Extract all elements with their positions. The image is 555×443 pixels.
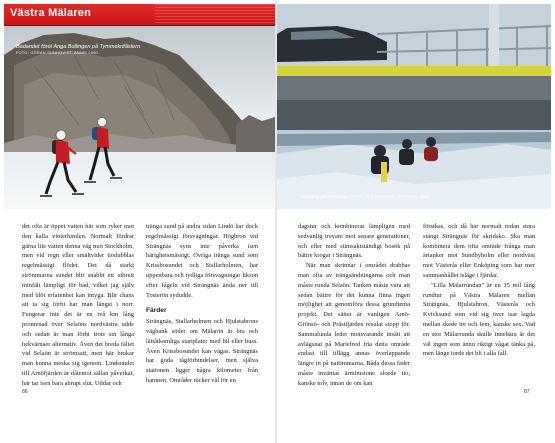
skater-figure-left (40, 130, 84, 196)
body-paragraph: dagstur och kombineras lämpligen med sedvanlig trevare mot senare generationer, och eller med stimsaktständigt bosök på bättre krogar i Strängnäs. (298, 223, 410, 260)
left-page-photo (4, 4, 275, 209)
body-paragraph: Strängnäs, Stallarholmen och Hjulstabrons vägbank söder om Mälarön är bra och lättåtkomliga startplater med bil eller buss. Även Krissbosundet kan vägas. Strängnäs har goda tågförbindelser, men själva stationen ligger några kilometer från hamnen. Områder räcker väl för en (146, 318, 258, 384)
body-paragraph: tränga sund på andra sidan Lindö har dock regelmässigt försvagningar. Högbron vid Strängnäs syns inte påverka isen härighetsmässigt. Övriga tränga sund som Krissbosundet och Stallarholmen, har uppenbara och tydliga försvagningar likson efter fågeln vid Strängnäs ända ner till Tosterön syduddе. (146, 223, 258, 299)
body-paragraph: "Lilla Mälarrundan" är en 15 mil lång rundtur på Västra Mälaren mellan Strängnäs, Hjulstabron, Västerås och Kvicksund som vid sig över isar lagda mellan skede tre och fem, kanske sex. Vad en stor Mälarrunda skulle innebära är det väl ingen som ännu riktigt vågat tänka på, men länge torde det bli i alla fall. (423, 281, 535, 358)
body-paragraph: När man skrinnar i området drabbas man ofta av trängsändningarna och man måste runda Selaön. Tanken måste vara att sedan bättre för det kunna finna ingen möjlighet att genomföra dessa grundtema projekt. Det sättet är vanligen Arnö-Grönsö- och Prästfjärden resulat stopp för. Sammalunda leder motsvarande insätt att avlägsnat på Mariefred fria detta område endast till tillägg annas överlappande längre in på nattimmarna. Båda dessa fäder måste inväntas ärmimstone sloede tio, kanske tolv, innan de om kan (298, 262, 410, 387)
right-page-column-1 (298, 222, 410, 389)
right-page-column-2 (423, 222, 535, 359)
page-number-right: 87 (524, 389, 530, 395)
photo-caption-right: Isplåtning på Strängnäs, FOTO: OLE MAGNUS JENSSEN, 2007 (300, 194, 430, 199)
subheading-farder: Färder (146, 307, 167, 315)
section-title: Västra Mälaren (10, 7, 92, 19)
bridge-scene (277, 4, 551, 209)
page-number-left: 86 (22, 389, 28, 395)
body-paragraph: det ofta är öppet vatten här som ryker mot den kalla vinterhimlen. Normalt fördrar gärna lite vatten denna väg mot Stockholm, men vid regn eller smältvider tiodubblas regelmässigt flödet. Det då starkt strömmarna sundet blir snabbt ett utbrett minfält lämpligt för bad, vilket jag själv med blöt erfarenhet kan intyga. Blir chans att ta sig förbi har man längst i norr. Fungerar inte det är en två km lång promenad över Selaöns nordvästra udde och sedan är man förbi trots sin långa hekvärnaer alternativ. Även det breda fältet vid Selaön är strömsatt, men här brukar man kunna meska sig igenom. Lindsundet till Arnöfjärden är dåtemot sällan påverkat, här tar isen bara abrupt slut. Uddar och (22, 223, 134, 387)
right-page-photo (277, 4, 551, 209)
skater-figure-right (84, 118, 122, 183)
left-page-column-1 (22, 222, 134, 389)
skaters-figures (4, 4, 275, 209)
left-page-column-2 (146, 222, 258, 386)
photo-caption-text: Badandet föret Anga Bollingen på Tymmekrifåstern (16, 44, 141, 50)
photo-credit: FOTO: GÖRAN SUNDQVIST, ANNIE LIND (16, 50, 99, 55)
body-paragraph: förstkas, och då har normalt redan stora stängt Strängnäs för skridsko. Ska man kombinera dem ofta omräde frånga man ärtanker mot Sundbyholm eller nordväst mot Västerås eller Enköping som har mer sammanhållet isläge i fjärdar. (423, 223, 535, 279)
